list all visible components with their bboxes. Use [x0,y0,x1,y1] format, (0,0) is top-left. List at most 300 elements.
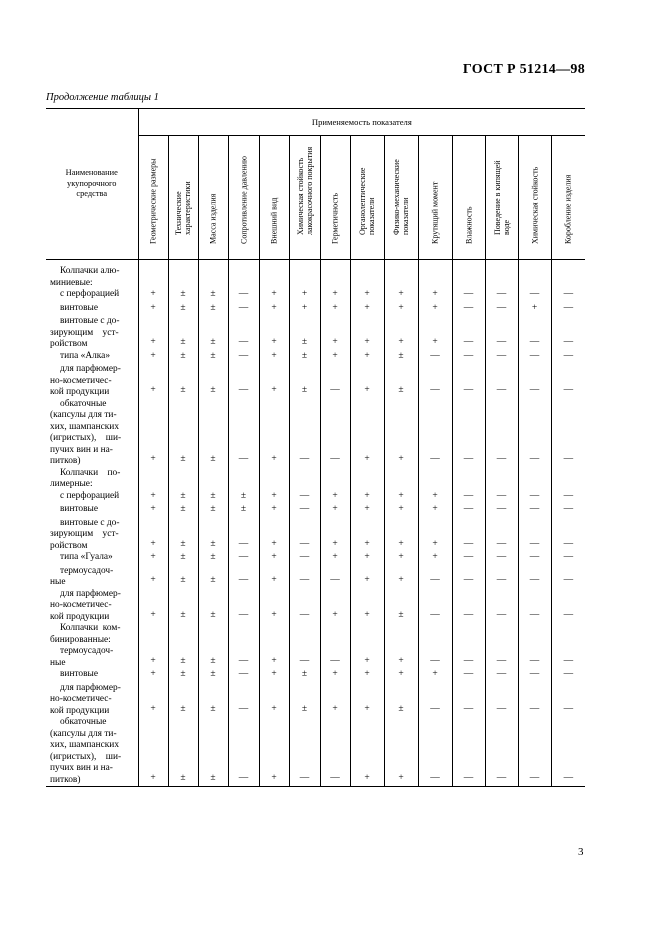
applicability-cell: ± [168,364,198,399]
indicator-column-label: Масса изделия [208,193,218,244]
closure-name-line: для парфюмер- [60,364,121,374]
applicability-cell: ± [198,303,228,317]
indicator-column-label: Коробление изделия [563,174,573,244]
closure-name [46,683,138,718]
applicability-cell: — [485,491,518,505]
applicability-cell: ± [168,566,198,589]
applicability-cell: ± [228,504,259,518]
applicability-cell: — [452,504,485,518]
closure-name-line: термоусадоч- [60,646,114,656]
applicability-cell [228,623,259,646]
applicability-cell: — [228,364,259,399]
applicability-cell: — [228,351,259,365]
closure-name-line: ройством [50,339,88,349]
applicability-cell: + [259,717,289,787]
applicability-cell: — [452,316,485,351]
closure-name-line: ные [50,657,66,668]
applicability-cell [551,260,585,290]
closure-group-row [46,468,585,491]
closure-type-row [46,364,585,399]
table-continuation-caption: Продолжение таблицы 1 [46,92,159,103]
closure-name-line: пучих вин и на- [50,444,113,455]
applicability-cell: + [259,399,289,468]
closure-name [46,303,138,317]
applicability-cell [198,260,228,290]
closure-name-line: винтовые с до- [60,517,120,528]
closure-type-row [46,504,585,518]
closure-name-line: ройством [50,540,88,551]
applicability-cell: — [452,303,485,317]
applicability-cell: — [518,552,551,566]
applicability-cell [320,468,350,491]
indicator-column-header [138,136,168,260]
applicability-cell: — [551,552,585,566]
applicability-cell: + [289,289,320,303]
applicability-cell [198,623,228,646]
applicability-cell: + [259,566,289,589]
indicator-column-header [320,136,350,260]
closure-name-line: хих, шампанских [50,740,120,750]
applicability-cell: ± [198,351,228,365]
applicability-cell: ± [168,504,198,518]
applicability-cell: — [228,669,259,683]
applicability-cell: — [228,399,259,468]
applicability-cell: — [485,316,518,351]
closure-name-line: но-косметичес- [50,600,112,610]
closure-name [46,351,138,365]
applicability-cell: — [418,646,452,669]
closure-type-row [46,491,585,505]
closure-name-line: но-косметичес- [50,694,112,704]
applicability-cell: + [138,717,168,787]
applicability-cell: ± [168,491,198,505]
applicability-cell: — [518,646,551,669]
applicability-cell: — [289,646,320,669]
applicability-cell: — [452,399,485,468]
applicability-cell: + [350,566,384,589]
applicability-cell: + [384,289,418,303]
applicability-cell: — [320,364,350,399]
applicability-cell: — [452,518,485,553]
closure-name-line: винтовые [60,504,99,514]
applicability-cell: — [485,518,518,553]
closure-name-line: питков) [50,456,81,466]
applicability-cell: — [485,504,518,518]
indicator-column-label: Сопротивление давлению [238,155,248,244]
closure-name [46,468,138,491]
applicability-cell: + [350,303,384,317]
applicability-cell: + [320,303,350,317]
closure-type-row [46,351,585,365]
closure-type-row [46,316,585,351]
applicability-cell: — [452,289,485,303]
applicability-cell: — [485,351,518,365]
closure-name [46,589,138,624]
applicability-cell: ± [384,589,418,624]
applicability-cell: + [350,589,384,624]
applicability-cell: — [485,566,518,589]
applicability-cell: ± [198,589,228,624]
indicator-column-label: Химическая стойкость [529,166,539,244]
indicator-column-label: Органолептические показатели [357,167,376,235]
applicability-cell: + [384,566,418,589]
applicability-cell: ± [168,303,198,317]
applicability-cell: + [418,518,452,553]
applicability-cell: — [452,589,485,624]
applicability-cell: ± [198,669,228,683]
applicability-cell [452,623,485,646]
applicability-cell: — [418,717,452,787]
applicability-cell: + [150,538,156,549]
indicator-column-label: Физико-механические показатели [391,158,410,235]
applicability-cell: + [150,703,156,714]
applicability-cell: + [384,669,418,683]
applicability-cell: ± [198,683,228,718]
applicability-cell [485,260,518,290]
applicability-cell: ± [168,399,198,468]
closure-name [46,289,138,303]
closure-type-row [46,717,585,787]
applicability-cell: ± [198,316,228,351]
applicability-cell [320,260,350,290]
closure-name-line: винтовые с до- [60,316,120,326]
closure-name-line: для парфюмер- [60,588,121,599]
applicability-cell: + [350,518,384,553]
applicability-cell: — [228,717,259,787]
closure-type-row [46,399,585,468]
applicability-cell: + [350,351,384,365]
applicability-cell: — [518,669,551,683]
applicability-cell: — [551,351,585,365]
closure-name-line: Колпачки ком- [60,623,121,633]
applicability-cell: — [289,566,320,589]
applicability-cell [418,260,452,290]
applicability-cell: ± [168,669,198,683]
applicability-cell: + [320,289,350,303]
applicability-cell [138,468,168,491]
indicator-group-header: Применяемость показателя [138,109,585,136]
applicability-cell: — [418,351,452,365]
applicability-cell: ± [198,566,228,589]
applicability-cell [138,623,168,646]
closure-name-line: для парфюмер- [60,682,121,693]
applicability-cell [320,623,350,646]
applicability-cell: — [551,566,585,589]
applicability-cell: — [228,552,259,566]
applicability-cell [289,468,320,491]
closure-type-row [46,566,585,589]
applicability-cell: + [384,399,418,468]
closure-name-line: кой продукции [50,705,110,716]
applicability-cell: — [518,566,551,589]
applicability-cell: — [320,399,350,468]
applicability-cell [259,468,289,491]
indicator-column-label: Химическая стойкость лакокрасочного покрытия [295,146,314,235]
applicability-cell: — [485,589,518,624]
indicator-column-header [198,136,228,260]
applicability-cell: + [259,669,289,683]
indicator-column-header [228,136,259,260]
applicability-cell: + [259,289,289,303]
closure-name-line: пучих вин и на- [50,763,113,773]
applicability-cell: + [384,552,418,566]
closure-type-row [46,552,585,566]
applicability-cell: ± [289,351,320,365]
applicability-cell: — [551,669,585,683]
applicability-cell: + [350,646,384,669]
applicability-cell: + [418,491,452,505]
applicability-cell [259,623,289,646]
applicability-cell [168,260,198,290]
applicability-cell [198,468,228,491]
applicability-cell: + [320,351,350,365]
applicability-cell [384,260,418,290]
applicability-cell: + [259,683,289,718]
applicability-cell: — [518,683,551,718]
applicability-cell: ± [198,518,228,553]
applicability-cell: — [228,289,259,303]
closure-name-line: термоусадоч- [60,565,114,576]
applicability-cell: + [289,303,320,317]
applicability-cell [551,623,585,646]
closure-name-line: обкаточные [60,398,107,409]
applicability-cell: + [259,491,289,505]
applicability-cell: ± [168,552,198,566]
applicability-cell: + [418,669,452,683]
applicability-cell: + [259,303,289,317]
closure-name-line: Колпачки по- [60,467,121,478]
closure-name-line: лимерные: [50,479,93,489]
applicability-cell: ± [384,683,418,718]
applicability-cell [168,468,198,491]
closure-name-line: миниевые: [50,277,93,288]
applicability-cell: ± [168,316,198,351]
applicability-cell: + [418,552,452,566]
applicability-cell: ± [384,351,418,365]
applicability-cell: — [485,303,518,317]
applicability-cell: — [485,646,518,669]
applicability-cell: ± [168,351,198,365]
applicability-cell [518,468,551,491]
closure-name-line: кой продукции [50,611,110,622]
applicability-cell: — [551,717,585,787]
applicability-cell: + [350,683,384,718]
applicability-cell [384,468,418,491]
applicability-cell: — [518,589,551,624]
applicability-cell: — [518,717,551,787]
indicator-column-header [485,136,518,260]
closure-name-line: зирующим уст- [50,529,119,539]
applicability-cell: + [320,491,350,505]
applicability-cell: + [320,316,350,351]
applicability-cell: + [384,646,418,669]
closure-name [46,260,138,290]
closure-type-row [46,683,585,718]
applicability-cell: — [518,491,551,505]
applicability-cell: + [150,337,156,347]
applicability-cell: — [485,289,518,303]
applicability-cell [259,260,289,290]
applicability-cell: + [350,491,384,505]
applicability-cell: — [228,589,259,624]
indicator-column-label: Крутящий момент [430,181,440,244]
closure-type-row [46,289,585,303]
closure-name-line: зирующим уст- [50,327,119,338]
applicability-cell: ± [168,717,198,787]
name-column-header: Наименование укупорочного средства [46,109,138,260]
applicability-cell: — [320,646,350,669]
applicability-cell: — [289,589,320,624]
applicability-cell: + [320,518,350,553]
closure-type-row [46,303,585,317]
applicability-cell: + [350,717,384,787]
applicability-cell: + [150,552,156,562]
applicability-cell: — [452,491,485,505]
applicability-cell [418,468,452,491]
applicability-cell: + [320,504,350,518]
applicability-cell: ± [198,504,228,518]
applicability-cell: ± [168,289,198,303]
applicability-cell: — [418,589,452,624]
applicability-cell: + [350,316,384,351]
applicability-cell: + [350,504,384,518]
applicability-cell: — [228,646,259,669]
indicator-column-header [350,136,384,260]
applicability-table [46,108,585,787]
closure-name-line: питков) [50,774,81,785]
applicability-cell: + [150,350,156,361]
indicator-column-header [551,136,585,260]
closure-name-line: винтовые [60,669,99,679]
applicability-cell: — [452,552,485,566]
applicability-cell: ± [198,399,228,468]
applicability-cell [384,623,418,646]
applicability-cell: + [518,303,551,317]
applicability-cell [289,260,320,290]
applicability-cell: ± [289,316,320,351]
applicability-cell: — [551,683,585,718]
applicability-cell: + [259,364,289,399]
closure-name-line: ные [50,577,66,587]
closure-name-line: Колпачки алю- [60,266,120,276]
indicator-column-label: Влажность [463,206,473,244]
applicability-cell: + [384,717,418,787]
applicability-cell: — [551,646,585,669]
indicator-column-header [168,136,198,260]
closure-name [46,504,138,518]
closure-type-row [46,646,585,669]
applicability-cell [168,623,198,646]
applicability-cell: — [551,364,585,399]
applicability-cell: — [289,504,320,518]
applicability-cell: — [518,289,551,303]
applicability-cell: + [259,646,289,669]
applicability-cell: + [320,669,350,683]
applicability-cell: — [228,518,259,553]
closure-name [46,669,138,683]
applicability-cell: + [350,552,384,566]
applicability-cell: + [150,655,156,666]
applicability-cell [418,623,452,646]
applicability-cell: ± [228,491,259,505]
indicator-column-header [384,136,418,260]
applicability-cell: + [384,504,418,518]
applicability-cell: — [485,717,518,787]
applicability-cell: + [418,504,452,518]
applicability-cell: + [384,316,418,351]
closure-name [46,717,138,787]
applicability-cell: + [418,316,452,351]
applicability-cell: + [150,289,156,299]
applicability-cell: ± [198,364,228,399]
applicability-cell: ± [168,646,198,669]
applicability-cell: — [452,646,485,669]
applicability-cell: — [452,364,485,399]
indicator-column-header [452,136,485,260]
closure-name-line: типа «Гуала» [60,552,113,562]
applicability-cell: ± [289,683,320,718]
closure-name-line: (игристых), ши- [50,433,122,443]
indicator-column-header [418,136,452,260]
indicator-column-label: Геометрические размеры [148,158,158,244]
indicator-column-label: Поведение в кипящей воде [492,160,511,235]
closure-name [46,518,138,553]
applicability-cell: — [518,504,551,518]
closure-name [46,316,138,351]
applicability-cell: — [418,399,452,468]
applicability-cell: — [485,364,518,399]
closure-name [46,399,138,468]
closure-group-row [46,260,585,290]
applicability-cell: ± [168,589,198,624]
applicability-cell: + [150,454,156,464]
applicability-cell: — [485,683,518,718]
applicability-cell: — [551,303,585,317]
closure-name-line: с перфорацией [60,289,120,299]
applicability-cell: + [150,504,156,514]
applicability-cell: — [518,399,551,468]
applicability-cell: + [384,491,418,505]
applicability-cell: ± [198,289,228,303]
applicability-cell: + [150,490,156,501]
applicability-cell [350,260,384,290]
closure-name-line: винтовые [60,302,99,313]
applicability-cell: — [551,316,585,351]
applicability-cell: + [150,669,156,679]
applicability-cell: — [289,518,320,553]
indicator-column-label: Внешний вид [269,197,279,244]
applicability-cell: + [150,575,156,585]
closure-name-line: типа «Алка» [60,350,111,361]
applicability-cell: + [384,518,418,553]
applicability-cell: — [228,316,259,351]
applicability-cell: ± [198,717,228,787]
applicability-cell: ± [384,364,418,399]
closure-name [46,646,138,669]
page-number: 3 [578,846,584,858]
applicability-cell: — [289,717,320,787]
applicability-cell: + [320,552,350,566]
applicability-cell: — [320,566,350,589]
applicability-cell: — [551,589,585,624]
applicability-cell [452,260,485,290]
applicability-cell: — [228,303,259,317]
closure-name-line: (капсулы для ти- [50,728,117,739]
applicability-cell [138,260,168,290]
applicability-cell: — [551,399,585,468]
closure-name-line: обкаточные [60,717,107,727]
closure-name [46,623,138,646]
